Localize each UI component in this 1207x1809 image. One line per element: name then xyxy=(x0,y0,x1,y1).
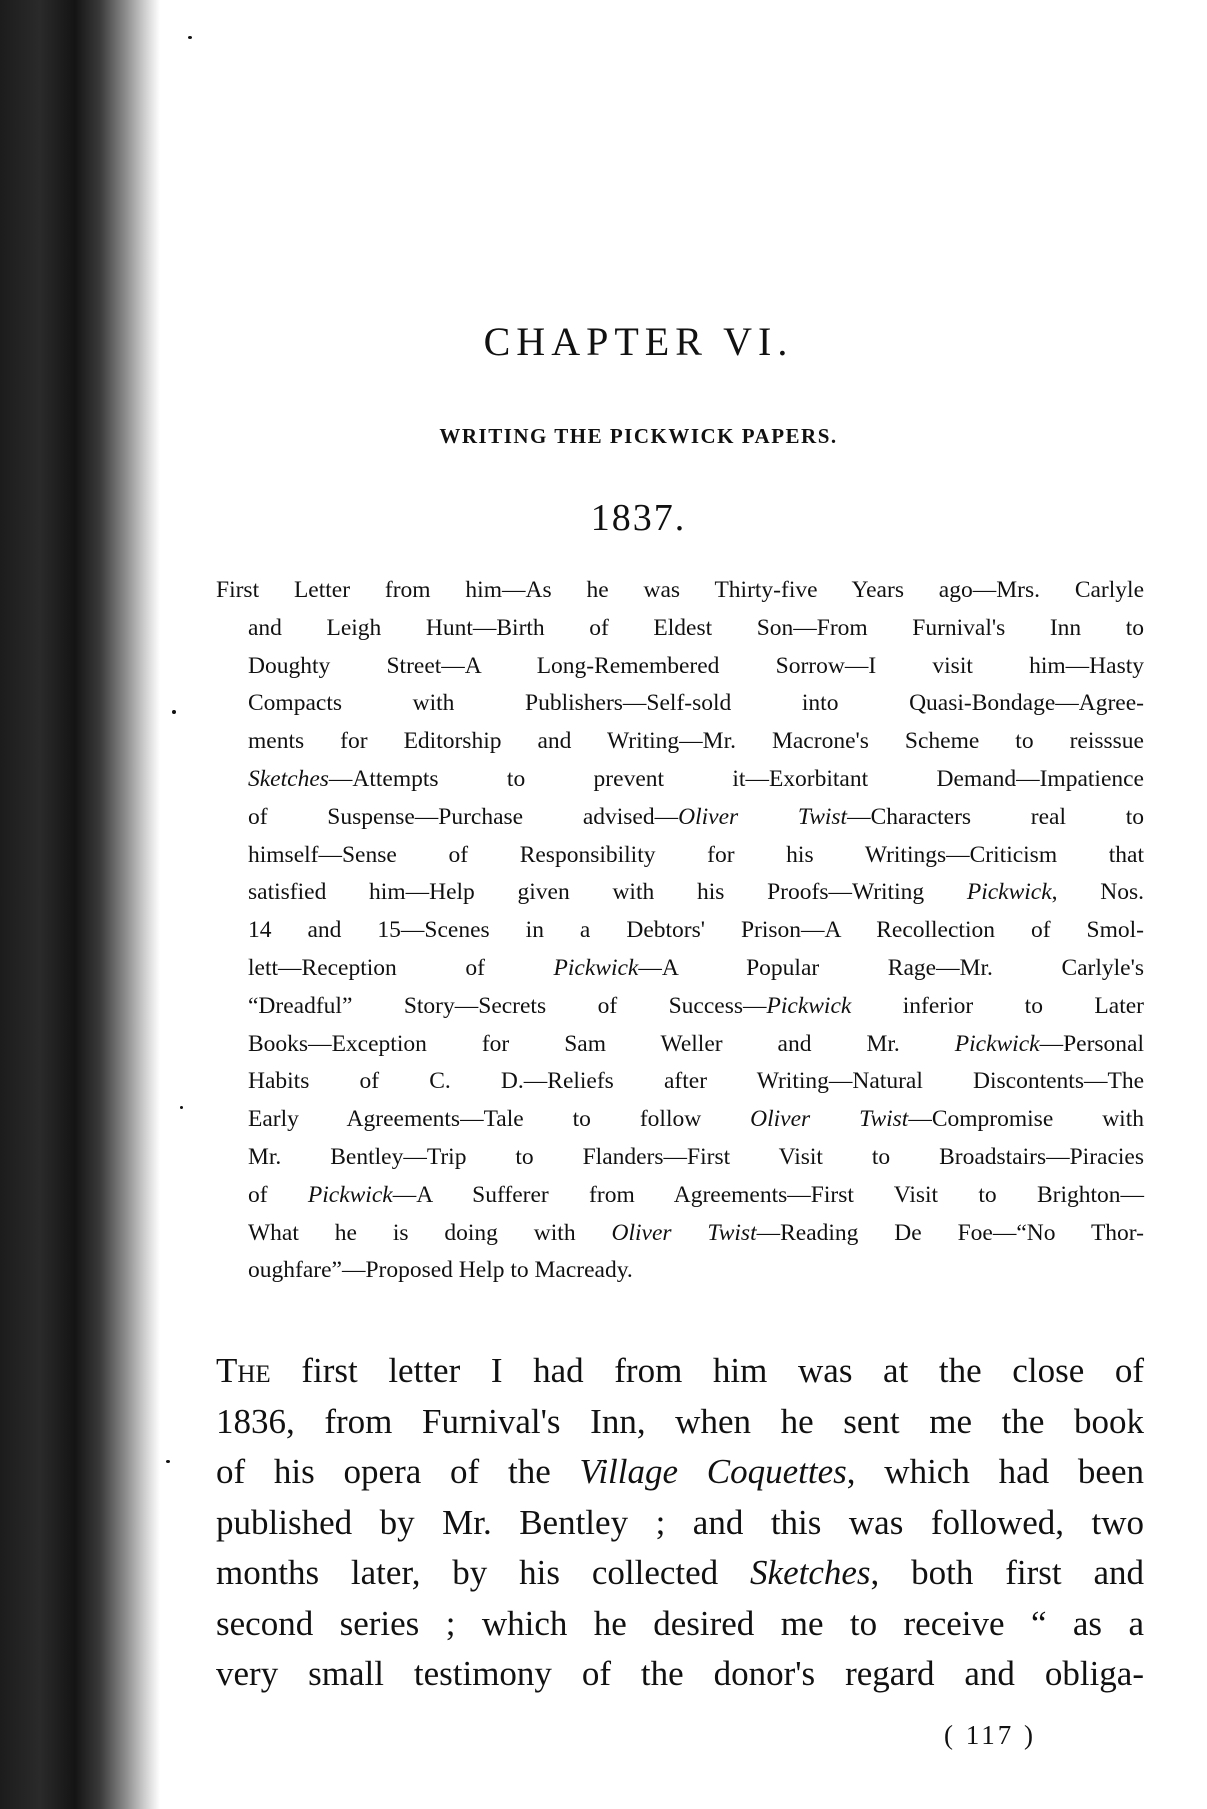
synopsis-line: of Pickwick—A Sufferer from Agreements—First Visit to Brighton— xyxy=(248,1181,1144,1208)
synopsis-line: oughfare”—Proposed Help to Macready. xyxy=(248,1257,633,1284)
synopsis-line: What he is doing with Oliver Twist—Reading De Foe—“No Thor- xyxy=(248,1219,1144,1246)
scan-speck xyxy=(188,36,192,39)
synopsis-line: Mr. Bentley—Trip to Flanders—First Visit to Broadstairs—Piracies xyxy=(248,1143,1144,1170)
body-line: published by Mr. Bentley ; and this was followed, two xyxy=(216,1502,1144,1542)
chapter-title: CHAPTER VI. xyxy=(483,319,794,364)
synopsis-line: Sketches—Attempts to prevent it—Exorbitant Demand—Impatience xyxy=(248,765,1144,792)
synopsis-line: ments for Editorship and Writing—Mr. Macrone's Scheme to reisssue xyxy=(248,728,1144,755)
synopsis-line: “Dreadful” Story—Secrets of Success—Pickwick inferior to Later xyxy=(248,992,1144,1019)
scan-speck xyxy=(166,1460,170,1463)
chapter-subtitle: WRITING THE PICKWICK PAPERS. xyxy=(439,424,838,448)
scan-spine-shadow xyxy=(0,0,160,1809)
body-line: months later, by his collected Sketches, both first and xyxy=(216,1553,1144,1592)
chapter-year: 1837. xyxy=(590,497,687,539)
synopsis-line: Compacts with Publishers—Self-sold into Quasi-Bondage—Agree- xyxy=(248,690,1144,717)
scan-speck xyxy=(172,710,176,714)
chapter-body-paragraph xyxy=(216,1346,1144,1700)
body-line: of his opera of the Village Coquettes, which had been xyxy=(216,1452,1144,1491)
synopsis-line: satisfied him—Help given with his Proofs—Writing Pickwick, Nos. xyxy=(248,879,1144,906)
synopsis-line: Books—Exception for Sam Weller and Mr. Pickwick—Personal xyxy=(248,1030,1144,1057)
synopsis-line: Habits of C. D.—Reliefs after Writing—Natural Discontents—The xyxy=(248,1068,1144,1095)
body-line: 1836, from Furnival's Inn, when he sent me the book xyxy=(216,1401,1144,1441)
synopsis-line: First Letter from him—As he was Thirty-five Years ago—Mrs. Carlyle xyxy=(216,577,1144,603)
scan-speck xyxy=(180,1106,183,1109)
body-line: second series ; which he desired me to receive “ as a xyxy=(216,1603,1144,1643)
body-line: The first letter I had from him was at the close of xyxy=(216,1351,1144,1390)
chapter-synopsis xyxy=(216,572,1144,1290)
page-number: ( 117 ) xyxy=(944,1720,1036,1750)
synopsis-line: of Suspense—Purchase advised—Oliver Twist—Characters real to xyxy=(248,803,1144,830)
synopsis-line: Doughty Street—A Long-Remembered Sorrow—I visit him—Hasty xyxy=(248,652,1144,679)
synopsis-line: himself—Sense of Responsibility for his Writings—Criticism that xyxy=(248,841,1144,868)
synopsis-line: lett—Reception of Pickwick—A Popular Rage—Mr. Carlyle's xyxy=(248,954,1144,981)
synopsis-line: 14 and 15—Scenes in a Debtors' Prison—A Recollection of Smol- xyxy=(248,917,1144,944)
synopsis-line: and Leigh Hunt—Birth of Eldest Son—From Furnival's Inn to xyxy=(248,614,1144,641)
body-line: very small testimony of the donor's regard and obliga- xyxy=(216,1654,1144,1693)
synopsis-line: Early Agreements—Tale to follow Oliver Twist—Compromise with xyxy=(248,1106,1144,1133)
